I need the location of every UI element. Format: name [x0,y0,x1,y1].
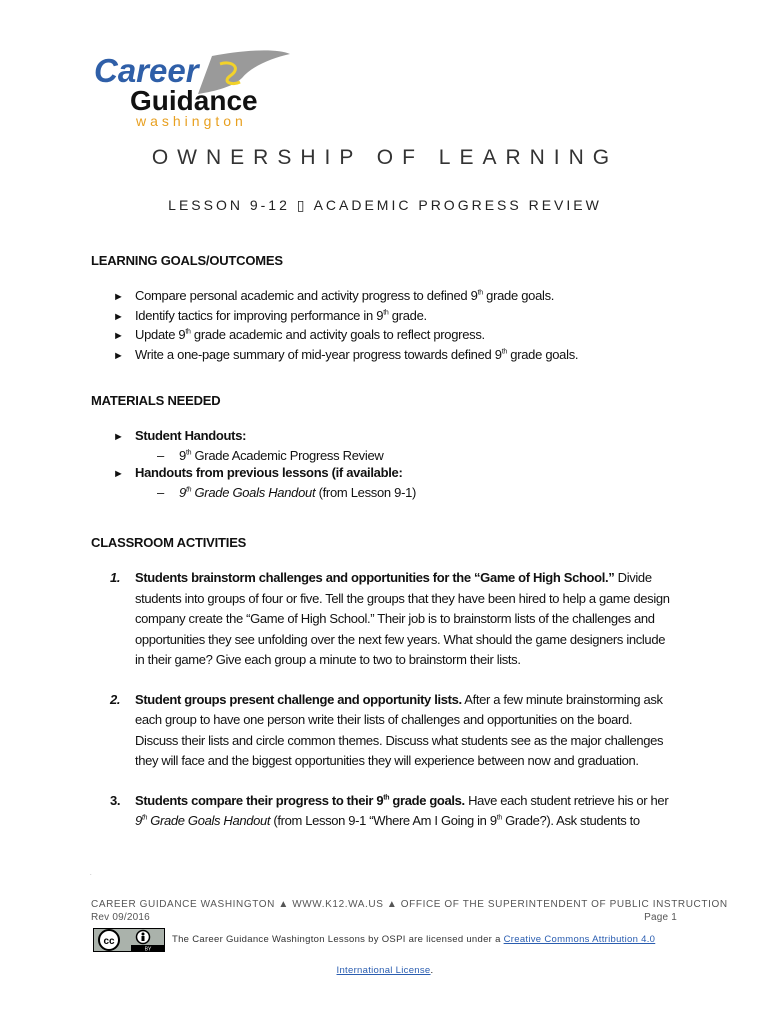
revision-date: Rev 09/2016 [91,912,150,923]
arrow-bullet-icon: ► [113,291,124,303]
license-link[interactable]: Creative Commons Attribution 4.0 [503,934,656,945]
materials-heading: MATERIALS NEEDED [91,393,221,408]
list-item: ► Compare personal academic and activity progress to defined 9th grade goals. [113,287,578,307]
page-footer [91,899,728,923]
activity-item: 3. Students compare their progress to their 9th grade goals. Have each student retrieve his or her 9th Grade Goals Handout (from Lesson 9-1 “Where Am I Going in 9th Grade?). Ask students to [110,792,669,828]
logo-line1: Career [94,52,199,89]
activities-list [110,568,670,851]
list-item: ► Student Handouts: [113,427,416,447]
materials-list [113,427,416,501]
activities-heading: CLASSROOM ACTIVITIES [91,535,247,550]
logo-line3: washington [136,113,247,129]
arrow-bullet-icon: ► [113,468,124,480]
license-link-2[interactable]: International License [336,965,431,976]
arrow-bullet-icon: ► [113,431,124,443]
arrow-bullet-icon: ► [113,310,124,323]
list-item: ► Identify tactics for improving performance in 9th grade. [113,307,578,327]
learning-goals-heading: LEARNING GOALS/OUTCOMES [91,253,283,268]
svg-text:BY: BY [144,946,152,952]
creative-commons-badge-icon[interactable] [93,928,165,952]
career-guidance-logo [92,48,292,130]
logo-line2: Guidance [130,85,258,116]
list-item: ► Update 9th grade academic and activity goals to reflect progress. [113,326,578,346]
license-line: The Career Guidance Washington Lessons by OSPI are licensed under a Creative Commons Attribution 4.0 [172,934,656,945]
list-item: ► Handouts from previous lessons (if available: [113,464,416,484]
list-item: ► Write a one-page summary of mid-year progress towards defined 9th grade goals. [113,346,578,366]
sub-list-item: – 9th Grade Goals Handout (from Lesson 9-1) [157,484,417,500]
activity-item: 2. Student groups present challenge and opportunity lists. After a few minute brainstorming ask each group to have one person write their lists of challenges and opportunities on the board. Discuss their lists and circle common themes. Discuss what students see as the major challenges they will face and the biggest opportunities they will experience between now and graduation. [110,691,664,768]
footer-organization: CAREER GUIDANCE WASHINGTON ▲ WWW.K12.WA.US ▲ OFFICE OF THE SUPERINTENDENT OF PUBLIC INSTRUCTION [91,899,728,910]
lesson-subtitle: LESSON 9-12 ▯ ACADEMIC PROGRESS REVIEW [168,197,602,213]
license-line-2: International License. [336,965,434,976]
page-mark: . [90,871,92,877]
svg-text:cc: cc [103,936,115,947]
arrow-bullet-icon: ► [113,349,124,362]
page-number: Page 1 [644,912,677,923]
arrow-bullet-icon: ► [113,330,124,342]
page-title: OWNERSHIP OF LEARNING [151,146,619,169]
learning-goals-list [113,287,578,365]
activity-item: 1. Students brainstorm challenges and opportunities for the “Game of High School.” Divide students into groups of four or five. Tell the groups that they have been hired to help a game design company create the “Game of High School.” Their job is to brainstorm lists of the challenges and opportunities they see unfolding over the next few years. What should the game designers include in their game? Give each group a minute to two to brainstorm their lists. [110,570,670,667]
sub-list-item: – 9th Grade Academic Progress Review [157,447,384,463]
